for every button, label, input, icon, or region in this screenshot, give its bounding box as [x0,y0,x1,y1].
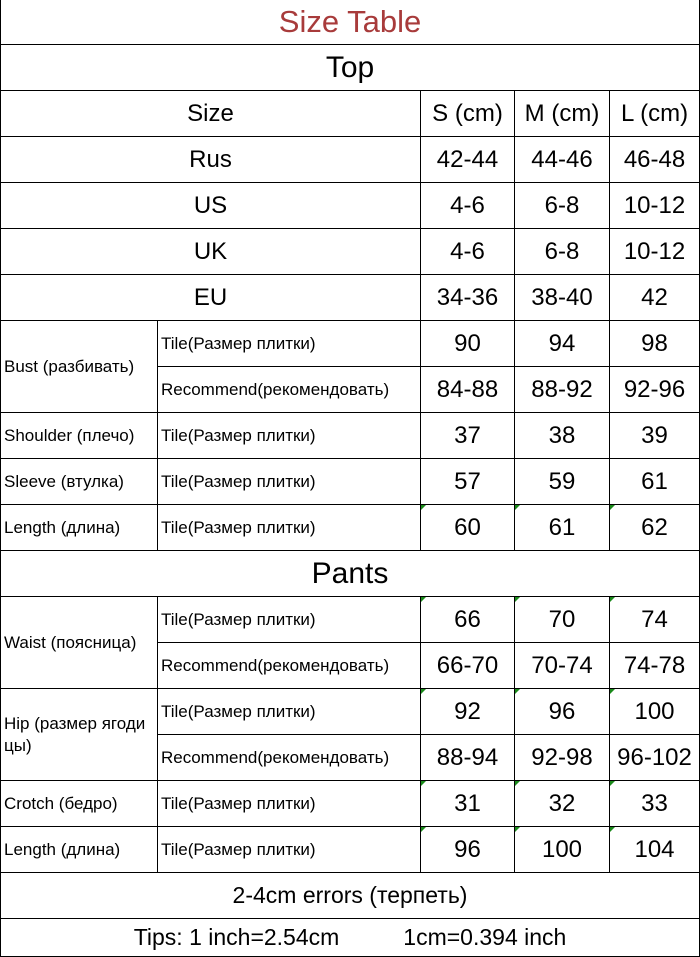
crotch-label: Crotch (бедро) [1,781,158,827]
header-l: L (cm) [610,91,700,137]
conversion-tips [1,919,700,957]
crotch-sub-label: Tile(Размер плитки) [158,781,421,827]
conversion-eu-m: 38-40 [515,275,610,321]
top-length-sub-label: Tile(Размер плитки) [158,505,421,551]
shoulder-l: 39 [610,413,700,459]
conversion-us-m: 6-8 [515,183,610,229]
conversion-eu-s: 34-36 [421,275,515,321]
waist-recommend-l: 74-78 [610,643,700,689]
header-size: Size [1,91,421,137]
tips-cm-to-inch: 1cm=0.394 inch [403,924,567,950]
header-s: S (cm) [421,91,515,137]
hip-recommend-m: 92-98 [515,735,610,781]
bust-tile-l: 98 [610,321,700,367]
crotch-l: 33 [610,781,700,827]
top-length-s: 60 [421,505,515,551]
crotch-s: 31 [421,781,515,827]
shoulder-m: 38 [515,413,610,459]
conversion-us-l: 10-12 [610,183,700,229]
conversion-uk-s: 4-6 [421,229,515,275]
bust-label: Bust (разбивать) [1,321,158,413]
sleeve-s: 57 [421,459,515,505]
conversion-eu-l: 42 [610,275,700,321]
bust-recommend-s: 84-88 [421,367,515,413]
hip-recommend-label: Recommend(рекомендовать) [158,735,421,781]
sleeve-m: 59 [515,459,610,505]
sleeve-label: Sleeve (втулка) [1,459,158,505]
waist-recommend-m: 70-74 [515,643,610,689]
conversion-label-us: US [1,183,421,229]
pants-length-m: 100 [515,827,610,873]
pants-length-s: 96 [421,827,515,873]
shoulder-s: 37 [421,413,515,459]
waist-tile-l: 74 [610,597,700,643]
bust-tile-m: 94 [515,321,610,367]
conversion-rus-s: 42-44 [421,137,515,183]
hip-label: Hip (размер ягоди цы) [1,689,158,781]
bust-recommend-m: 88-92 [515,367,610,413]
waist-tile-m: 70 [515,597,610,643]
conversion-us-s: 4-6 [421,183,515,229]
top-length-l: 62 [610,505,700,551]
conversion-label-rus: Rus [1,137,421,183]
top-length-m: 61 [515,505,610,551]
sleeve-l: 61 [610,459,700,505]
hip-tile-label: Tile(Размер плитки) [158,689,421,735]
section-heading-pants: Pants [1,551,700,597]
waist-tile-s: 66 [421,597,515,643]
pants-length-label: Length (длина) [1,827,158,873]
top-length-label: Length (длина) [1,505,158,551]
hip-recommend-s: 88-94 [421,735,515,781]
pants-length-sub-label: Tile(Размер плитки) [158,827,421,873]
hip-tile-l: 100 [610,689,700,735]
conversion-label-eu: EU [1,275,421,321]
waist-label: Waist (поясница) [1,597,158,689]
bust-tile-label: Tile(Размер плитки) [158,321,421,367]
table-title: Size Table [1,0,700,45]
section-heading-top: Top [1,45,700,91]
shoulder-label: Shoulder (плечо) [1,413,158,459]
crotch-m: 32 [515,781,610,827]
conversion-rus-l: 46-48 [610,137,700,183]
pants-length-l: 104 [610,827,700,873]
bust-recommend-label: Recommend(рекомендовать) [158,367,421,413]
conversion-rus-m: 44-46 [515,137,610,183]
hip-recommend-l: 96-102 [610,735,700,781]
bust-tile-s: 90 [421,321,515,367]
waist-recommend-s: 66-70 [421,643,515,689]
sleeve-sub-label: Tile(Размер плитки) [158,459,421,505]
conversion-uk-l: 10-12 [610,229,700,275]
conversion-label-uk: UK [1,229,421,275]
shoulder-sub-label: Tile(Размер плитки) [158,413,421,459]
conversion-uk-m: 6-8 [515,229,610,275]
hip-tile-m: 96 [515,689,610,735]
bust-recommend-l: 92-96 [610,367,700,413]
hip-tile-s: 92 [421,689,515,735]
tips-inch-to-cm: Tips: 1 inch=2.54cm [133,924,340,950]
header-m: M (cm) [515,91,610,137]
waist-tile-label: Tile(Размер плитки) [158,597,421,643]
tolerance-note: 2-4cm errors (терпеть) [1,873,700,919]
waist-recommend-label: Recommend(рекомендовать) [158,643,421,689]
